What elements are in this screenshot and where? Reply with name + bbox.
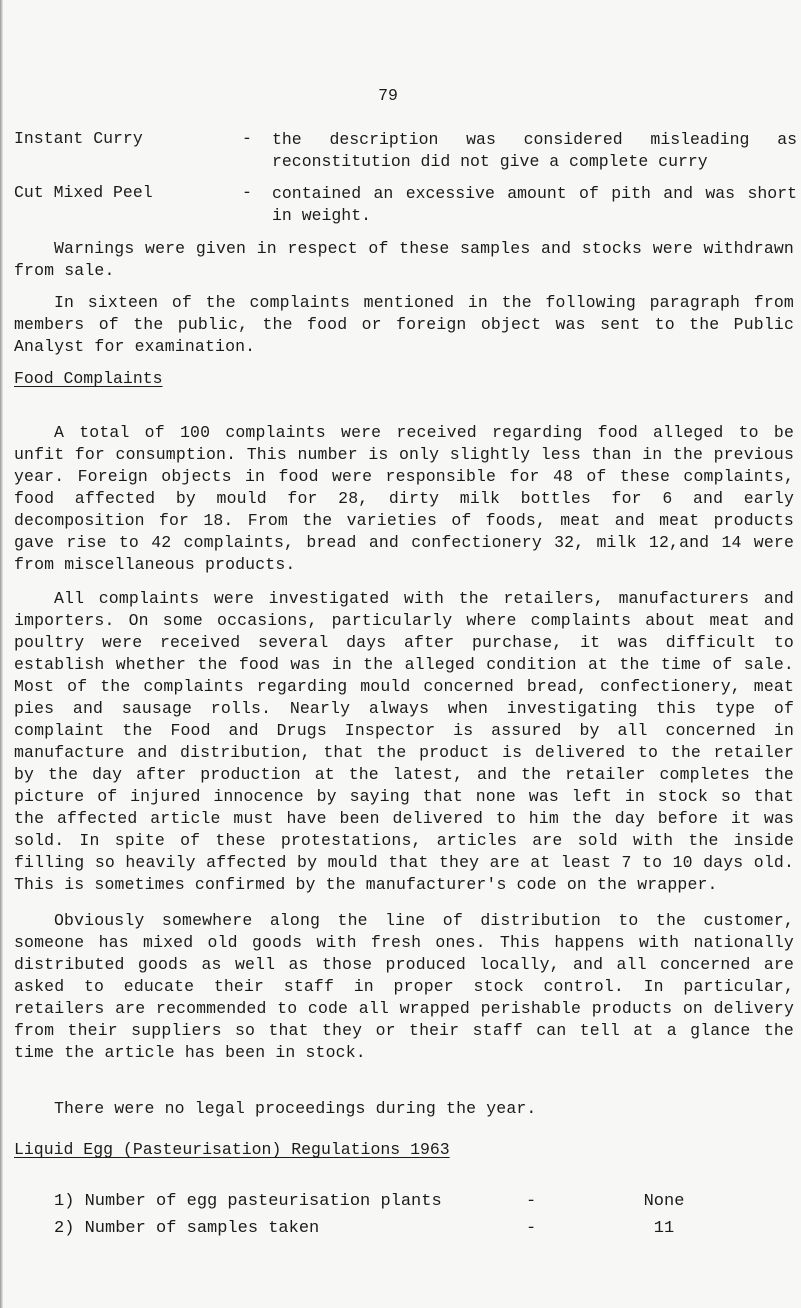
entry-dash: - bbox=[242, 129, 252, 148]
entry-label: Instant Curry bbox=[14, 129, 143, 148]
list-item-dash: - bbox=[526, 1219, 537, 1238]
paragraph-legal-proceedings: There were no legal proceedings during the year. bbox=[54, 1099, 537, 1118]
entry-dash: - bbox=[242, 183, 252, 202]
list-item-dash: - bbox=[526, 1192, 537, 1211]
paragraph-warnings: Warnings were given in respect of these samples and stocks were withdrawn from sale. bbox=[14, 239, 794, 280]
list-item-text: 2) Number of samples taken bbox=[54, 1219, 320, 1238]
list-item bbox=[54, 1192, 704, 1216]
sample-entry-cut-mixed-peel bbox=[14, 183, 797, 227]
list-item bbox=[54, 1219, 704, 1243]
heading-liquid-egg-regulations: Liquid Egg (Pasteurisation) Regulations 1963 bbox=[14, 1140, 450, 1159]
page-number: 79 bbox=[378, 86, 398, 105]
paragraph-public-analyst: In sixteen of the complaints mentioned in the following paragraph from members of the public, the food or foreign object was sent to the Public Analyst for examination. bbox=[14, 293, 794, 356]
list-item-value: 11 bbox=[653, 1219, 675, 1238]
sample-entry-instant-curry bbox=[14, 129, 797, 173]
entry-description: the description was considered misleading as reconstitution did not give a complete curry bbox=[272, 130, 797, 171]
list-item-value: None bbox=[643, 1192, 685, 1211]
paragraph-total-complaints: A total of 100 complaints were received regarding food alleged to be unfit for consumption. This number is only slightly less than in the previous year. Foreign objects in food were responsible for 48 of these complaints, food affected by mould for 28, dirty milk bottles for 6 and early decomposition for 18. From the varieties of foods, meat and meat products gave rise to 42 complaints, bread and confectionery 32, milk 12,and 14 were from miscellaneous products. bbox=[14, 423, 794, 574]
paragraph-distribution: Obviously somewhere along the line of distribution to the customer, someone has mixed old goods with fresh ones. This happens with nationally distributed goods as well as those produced locally, and all concerned are asked to educate their staff in proper stock control. In particular, retailers are recommended to code all wrapped perishable products on delivery from their suppliers so that they or their staff can tell at a glance the time the article has been in stock. bbox=[14, 911, 794, 1062]
list-item-text: 1) Number of egg pasteurisation plants bbox=[54, 1192, 442, 1211]
entry-label: Cut Mixed Peel bbox=[14, 183, 153, 202]
entry-description: contained an excessive amount of pith and was short in weight. bbox=[272, 184, 797, 225]
paragraph-investigation: All complaints were investigated with the retailers, manufacturers and importers. On some occasions, particularly where complaints about meat and poultry were received several days after purchase, it was difficult to establish whether the food was in the alleged condition at the time of sale. Most of the complaints regarding mould concerned bread, confectionery, meat pies and sausage rolls. Nearly always when investigating this type of complaint the Food and Drugs Inspector is assured by all concerned in manufacture and distribution, that the product is delivered to the retailer by the day after production at the latest, and the retailer completes the picture of injured innocence by saying that none was left in stock so that the affected article must have been delivered to him the day before it was sold. In spite of these protestations, articles are sold with the inside filling so heavily affected by mould that they are at least 7 to 10 days old. This is sometimes confirmed by the manufacturer's code on the wrapper. bbox=[14, 589, 794, 894]
page-edge-shadow bbox=[0, 0, 3, 1308]
heading-food-complaints: Food Complaints bbox=[14, 369, 163, 388]
